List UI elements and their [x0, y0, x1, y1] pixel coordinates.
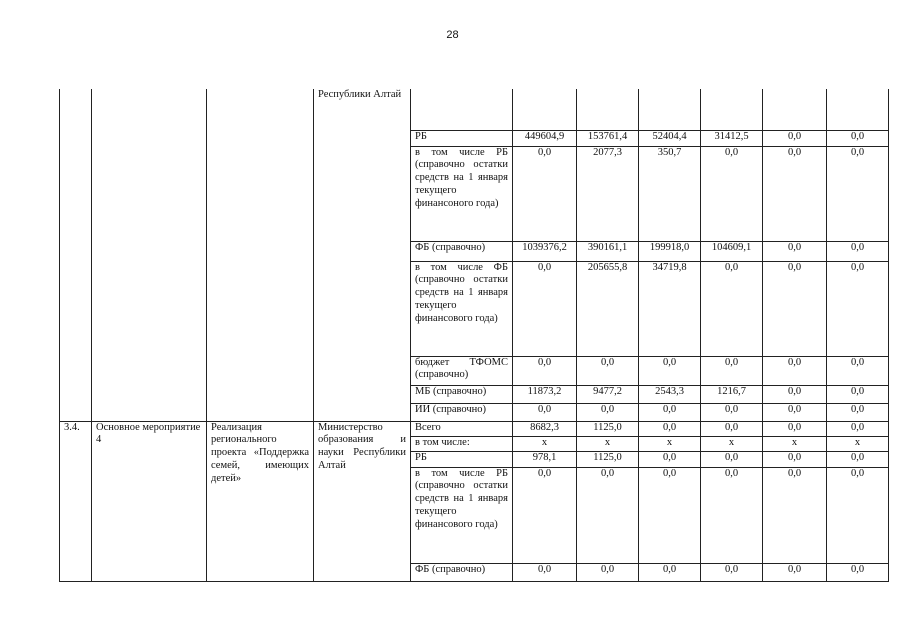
cell-value: 0,0 [513, 467, 577, 563]
cell-value: 0,0 [577, 563, 639, 581]
cell-project: Реализация регионального проекта «Поддержка семей, имеющих детей» [207, 421, 314, 581]
cell-value: 0,0 [763, 563, 827, 581]
cell-value: 0,0 [577, 403, 639, 421]
cell-value [577, 89, 639, 130]
cell-value: х [763, 436, 827, 451]
cell-value: 0,0 [827, 385, 889, 403]
cell-source: ИИ (справочно) [411, 403, 513, 421]
cell-value: 0,0 [763, 241, 827, 261]
cell-value: х [577, 436, 639, 451]
cell-value: 31412,5 [701, 130, 763, 146]
cell-value: 0,0 [827, 356, 889, 385]
cell-value: х [701, 436, 763, 451]
cell-value: 0,0 [827, 563, 889, 581]
page-number: 28 [446, 29, 459, 41]
cell-value: 0,0 [701, 467, 763, 563]
cell-value: 205655,8 [577, 261, 639, 356]
cell-value: 350,7 [639, 146, 701, 241]
cell-source: в том числе РБ (справочно остатки средств на 1 января текущего финансоного года) [411, 146, 513, 241]
cell-value: 0,0 [701, 403, 763, 421]
cell-value [639, 89, 701, 130]
cell-value [763, 89, 827, 130]
cell-value: 390161,1 [577, 241, 639, 261]
cell-value [513, 89, 577, 130]
cell-source [411, 89, 513, 130]
cell-value: 0,0 [763, 261, 827, 356]
cell-value: 0,0 [639, 451, 701, 467]
cell-value: 0,0 [763, 146, 827, 241]
cell-value: 449604,9 [513, 130, 577, 146]
cell-value: 104609,1 [701, 241, 763, 261]
cell-value: 0,0 [827, 451, 889, 467]
cell-value: 0,0 [827, 403, 889, 421]
cell-value: х [639, 436, 701, 451]
cell-source: бюджет ТФОМС (справочно) [411, 356, 513, 385]
cell-value: 0,0 [701, 261, 763, 356]
cell-value: 1125,0 [577, 451, 639, 467]
cell-value: 2077,3 [577, 146, 639, 241]
cell-value: 0,0 [827, 421, 889, 436]
cell-value: х [827, 436, 889, 451]
cell-number: 3.4. [60, 421, 92, 581]
cell-project [207, 89, 314, 421]
cell-value: 0,0 [513, 356, 577, 385]
cell-value: 0,0 [701, 451, 763, 467]
table-row [60, 89, 889, 130]
cell-source: ФБ (справочно) [411, 241, 513, 261]
cell-source: в том числе РБ (справочно остатки средств на 1 января текущего финансового года) [411, 467, 513, 563]
cell-source: Всего [411, 421, 513, 436]
cell-value: 0,0 [827, 130, 889, 146]
cell-value: 0,0 [763, 130, 827, 146]
table-row [60, 421, 889, 436]
cell-value: 0,0 [701, 356, 763, 385]
cell-event-name [92, 89, 207, 421]
cell-source: в том числе ФБ (справочно остатки средств на 1 января текущего финансового года) [411, 261, 513, 356]
cell-value: 0,0 [827, 241, 889, 261]
cell-value: 2543,3 [639, 385, 701, 403]
cell-source: МБ (справочно) [411, 385, 513, 403]
cell-value: 0,0 [639, 563, 701, 581]
cell-number [60, 89, 92, 421]
cell-value: 0,0 [827, 146, 889, 241]
cell-value [827, 89, 889, 130]
cell-value: 0,0 [763, 403, 827, 421]
budget-table [59, 89, 889, 582]
cell-value: 52404,4 [639, 130, 701, 146]
cell-value: 0,0 [513, 563, 577, 581]
cell-value: 0,0 [513, 146, 577, 241]
cell-source: РБ [411, 130, 513, 146]
cell-value [701, 89, 763, 130]
cell-source: ФБ (справочно) [411, 563, 513, 581]
cell-value: 0,0 [577, 356, 639, 385]
cell-value: 0,0 [639, 403, 701, 421]
cell-value: 0,0 [763, 421, 827, 436]
cell-value: 34719,8 [639, 261, 701, 356]
cell-value: 978,1 [513, 451, 577, 467]
cell-value: 0,0 [639, 356, 701, 385]
cell-value: 199918,0 [639, 241, 701, 261]
cell-value: 0,0 [763, 451, 827, 467]
cell-value: 0,0 [827, 467, 889, 563]
cell-value: 153761,4 [577, 130, 639, 146]
cell-value: 0,0 [763, 356, 827, 385]
cell-value: 1125,0 [577, 421, 639, 436]
cell-value: 0,0 [513, 403, 577, 421]
cell-value: 1216,7 [701, 385, 763, 403]
cell-value: 0,0 [701, 563, 763, 581]
cell-responsible: Министерство образования и науки Республики Алтай [314, 421, 411, 581]
cell-value: 0,0 [701, 421, 763, 436]
cell-event-name: Основное мероприятие 4 [92, 421, 207, 581]
cell-value: 0,0 [639, 467, 701, 563]
cell-value: 0,0 [577, 467, 639, 563]
cell-value: 8682,3 [513, 421, 577, 436]
cell-value: 11873,2 [513, 385, 577, 403]
cell-value: х [513, 436, 577, 451]
cell-value: 0,0 [513, 261, 577, 356]
cell-source: в том числе: [411, 436, 513, 451]
cell-value: 0,0 [701, 146, 763, 241]
cell-value: 0,0 [827, 261, 889, 356]
cell-source: РБ [411, 451, 513, 467]
cell-value: 0,0 [763, 467, 827, 563]
cell-responsible: Республики Алтай [314, 89, 411, 421]
cell-value: 0,0 [763, 385, 827, 403]
cell-value: 1039376,2 [513, 241, 577, 261]
cell-value: 9477,2 [577, 385, 639, 403]
cell-value: 0,0 [639, 421, 701, 436]
